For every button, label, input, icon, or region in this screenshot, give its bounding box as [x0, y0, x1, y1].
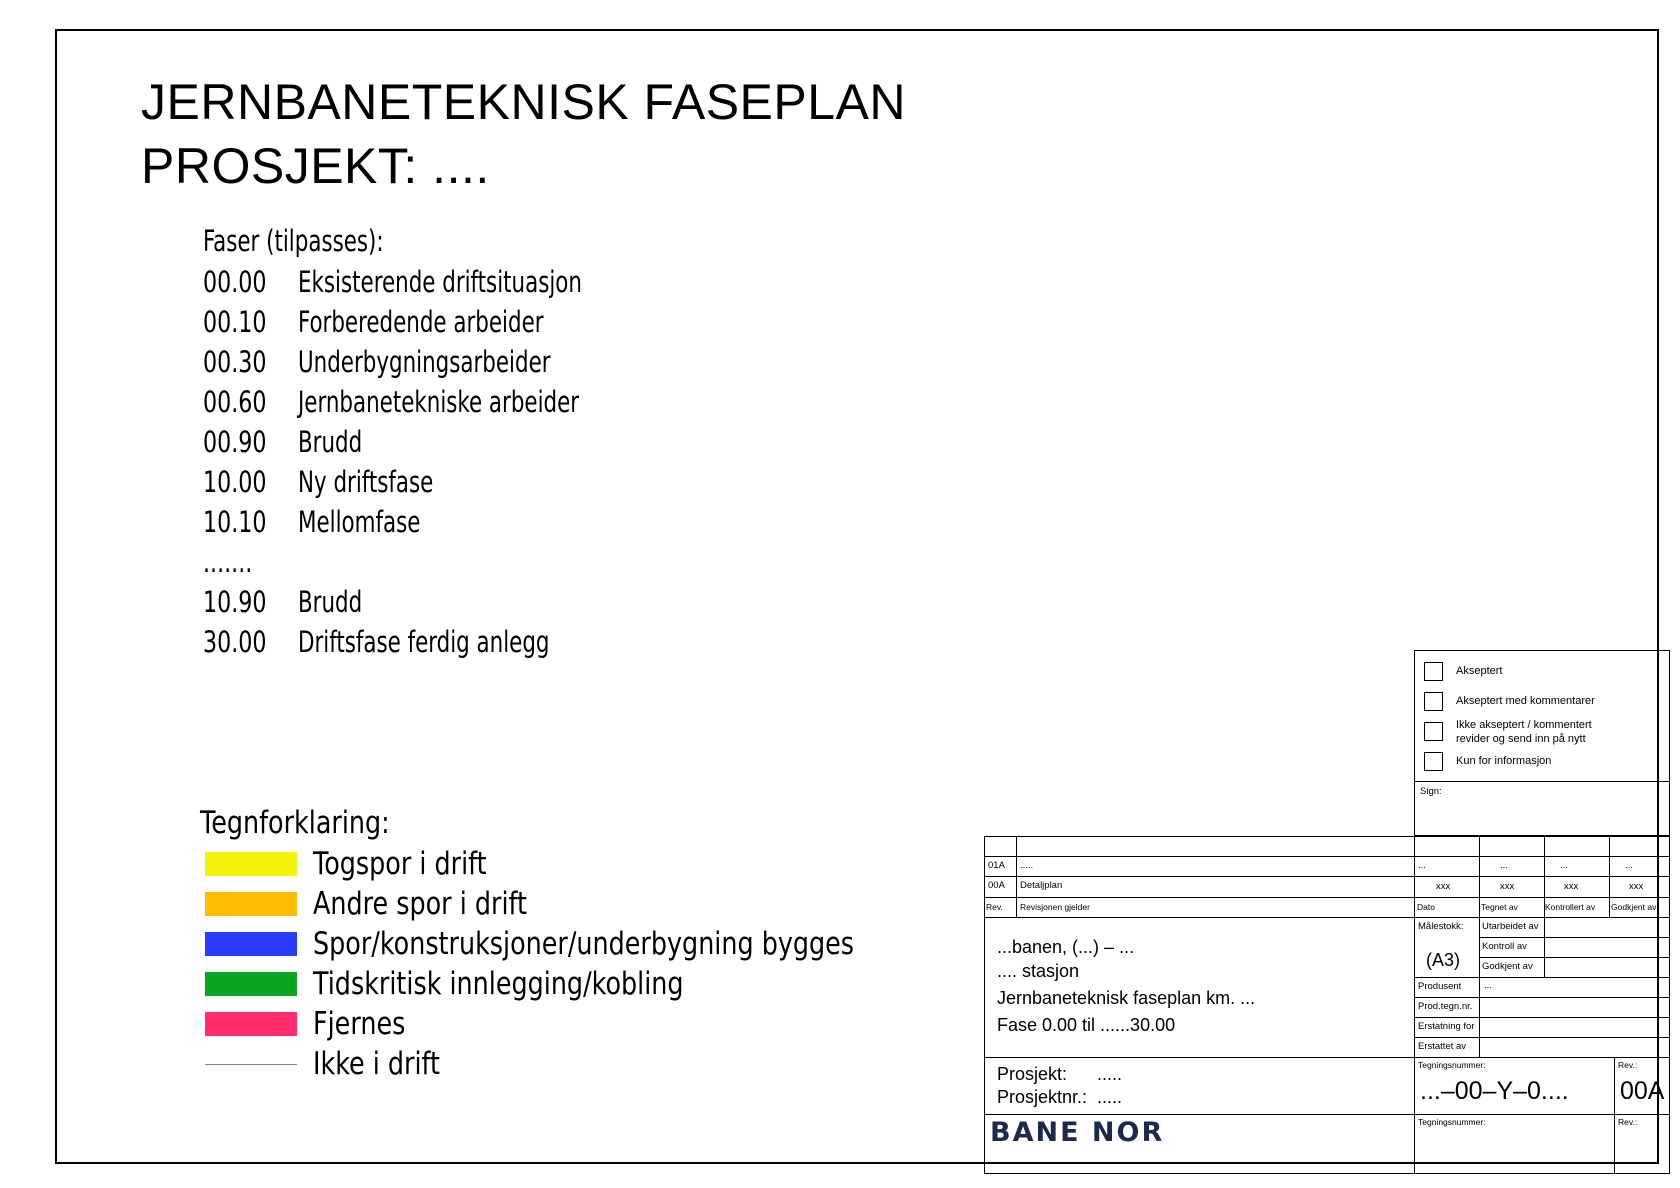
phase-label: Brudd — [298, 585, 363, 619]
malestokk-value: (A3) — [1426, 950, 1461, 970]
rev-2-label: Rev.: — [1618, 1117, 1638, 1127]
phase-item — [203, 542, 644, 582]
phase-code: ....... — [203, 545, 253, 579]
legend-item — [200, 884, 973, 924]
phase-item — [203, 502, 644, 542]
rev-header-rev: Rev. — [986, 902, 1003, 912]
legend-label: Tidskritisk innlegging/kobling — [313, 966, 684, 1002]
phase-item — [203, 422, 644, 462]
legend-swatch — [205, 1012, 297, 1036]
tegningsnummer-2-label: Tegningsnummer: — [1418, 1117, 1486, 1127]
checkbox-akseptert[interactable] — [1424, 662, 1443, 681]
phase-code: 10.90 — [203, 585, 267, 619]
legend-swatch — [205, 972, 297, 996]
phase-item — [203, 462, 644, 502]
legend-label: Togspor i drift — [313, 846, 487, 882]
legend-item — [200, 924, 973, 964]
legend-item — [200, 844, 973, 884]
erstatning-label: Erstatning for — [1418, 1021, 1475, 1032]
phase-code: 00.90 — [203, 425, 267, 459]
produsent-label: Produsent — [1418, 981, 1462, 992]
phase-item — [203, 262, 644, 302]
drawing-line-4: Fase 0.00 til ......30.00 — [997, 1015, 1176, 1035]
drawing-line-1: ...banen, (...) – ... — [997, 937, 1135, 957]
legend-swatch — [205, 932, 297, 956]
kontroll-label: Kontroll av — [1482, 941, 1527, 952]
rev-row-2-rev: 00A — [988, 880, 1005, 891]
sign-label: Sign: — [1420, 786, 1442, 797]
status-option-3: Ikke akseptert / kommentert — [1456, 719, 1592, 731]
erstattet-label: Erstattet av — [1418, 1041, 1467, 1052]
phase-item — [203, 622, 644, 662]
phase-code: 30.00 — [203, 625, 267, 659]
legend-item — [200, 1004, 973, 1044]
prosjektnr-value: ..... — [1097, 1087, 1123, 1107]
legend-swatch — [205, 1064, 297, 1065]
rev-row-1-rev: 01A — [988, 860, 1005, 871]
rev-header-dato: Dato — [1417, 902, 1435, 912]
phase-item — [203, 382, 644, 422]
phase-label: Mellomfase — [298, 505, 421, 539]
rev-row-2-tegnet: xxx — [1500, 881, 1515, 892]
phase-label: Brudd — [298, 425, 363, 459]
utarbeidet-label: Utarbeidet av — [1482, 921, 1539, 932]
status-option-4: Kun for informasjon — [1456, 755, 1552, 767]
phase-label: Underbygningsarbeider — [298, 345, 551, 379]
rev-row-1-desc: ..... — [1020, 860, 1034, 871]
phase-label: Jernbanetekniske arbeider — [298, 385, 580, 419]
status-option-3-line-2: revider og send inn på nytt — [1456, 733, 1586, 745]
checkbox-kun-for-informasjon[interactable] — [1424, 752, 1443, 771]
page-title — [141, 70, 906, 198]
rev-value: 00A — [1620, 1077, 1665, 1105]
malestokk-label: Målestokk: — [1418, 921, 1464, 932]
phase-list-header: Faser (tilpasses): — [203, 224, 384, 258]
bane-nor-logo: BANE NOR — [990, 1117, 1165, 1148]
title-line-2: PROSJEKT: .... — [141, 138, 490, 194]
legend-label: Andre spor i drift — [313, 886, 527, 922]
drawing-line-3: Jernbaneteknisk faseplan km. ... — [997, 988, 1256, 1008]
rev-row-1-tegnet: ... — [1500, 860, 1508, 871]
rev-row-1-dato: ... — [1418, 860, 1426, 871]
drawing-line-2: .... stasjon — [997, 961, 1080, 981]
legend-item — [200, 1044, 973, 1084]
rev-row-2-dato: xxx — [1436, 881, 1451, 892]
status-option-1: Akseptert — [1456, 665, 1503, 677]
phase-code: 00.60 — [203, 385, 267, 419]
tegningsnummer-label: Tegningsnummer: — [1418, 1060, 1486, 1070]
phase-code: 10.10 — [203, 505, 267, 539]
prosjektnr-label: Prosjektnr.: — [997, 1087, 1088, 1107]
legend-header: Tegnforklaring: — [200, 805, 390, 841]
rev-header-kontrollert: Kontrollert av — [1545, 902, 1596, 912]
phase-code: 00.00 — [203, 265, 267, 299]
checkbox-ikke-akseptert[interactable] — [1424, 722, 1443, 741]
prosjekt-label: Prosjekt: — [997, 1064, 1068, 1084]
phase-item — [203, 342, 644, 382]
legend — [200, 802, 973, 1084]
phase-label: Ny driftsfase — [298, 465, 434, 499]
phase-list — [203, 220, 644, 662]
rev-header-tegnet: Tegnet av — [1481, 902, 1518, 912]
phase-code: 10.00 — [203, 465, 267, 499]
title-line-1: JERNBANETEKNISK FASEPLAN — [141, 74, 907, 130]
phase-label: Forberedende arbeider — [298, 305, 544, 339]
rev-label: Rev.: — [1618, 1060, 1638, 1070]
phase-code: 00.30 — [203, 345, 267, 379]
legend-item — [200, 964, 973, 1004]
phase-item — [203, 302, 644, 342]
phase-item — [203, 582, 644, 622]
legend-label: Fjernes — [313, 1006, 406, 1042]
prosjekt-value: ..... — [1097, 1064, 1123, 1084]
tegningsnummer-value: ...–00–Y–0.... — [1420, 1077, 1569, 1105]
legend-swatch — [205, 852, 297, 876]
legend-label: Ikke i drift — [313, 1046, 441, 1082]
rev-row-1-kontrollert: ... — [1560, 860, 1568, 871]
godkjent-label: Godkjent av — [1482, 961, 1533, 972]
rev-header-godkjent: Godkjent av — [1611, 902, 1657, 912]
rev-row-2-desc: Detaljplan — [1020, 880, 1063, 891]
phase-label: Eksisterende driftsituasjon — [298, 265, 582, 299]
prod-tegn-label: Prod.tegn.nr. — [1418, 1001, 1473, 1012]
rev-row-2-kontrollert: xxx — [1564, 881, 1579, 892]
rev-row-1-godkjent: ... — [1625, 860, 1633, 871]
rev-row-2-godkjent: xxx — [1629, 881, 1644, 892]
legend-swatch — [205, 892, 297, 916]
checkbox-akseptert-med-kommentarer[interactable] — [1424, 692, 1443, 711]
produsent-value: ... — [1484, 980, 1492, 991]
phase-label: Driftsfase ferdig anlegg — [298, 625, 550, 659]
legend-label: Spor/konstruksjoner/underbygning bygges — [313, 926, 855, 962]
status-option-2: Akseptert med kommentarer — [1456, 695, 1595, 707]
phase-code: 00.10 — [203, 305, 267, 339]
rev-header-desc: Revisjonen gjelder — [1020, 902, 1090, 912]
